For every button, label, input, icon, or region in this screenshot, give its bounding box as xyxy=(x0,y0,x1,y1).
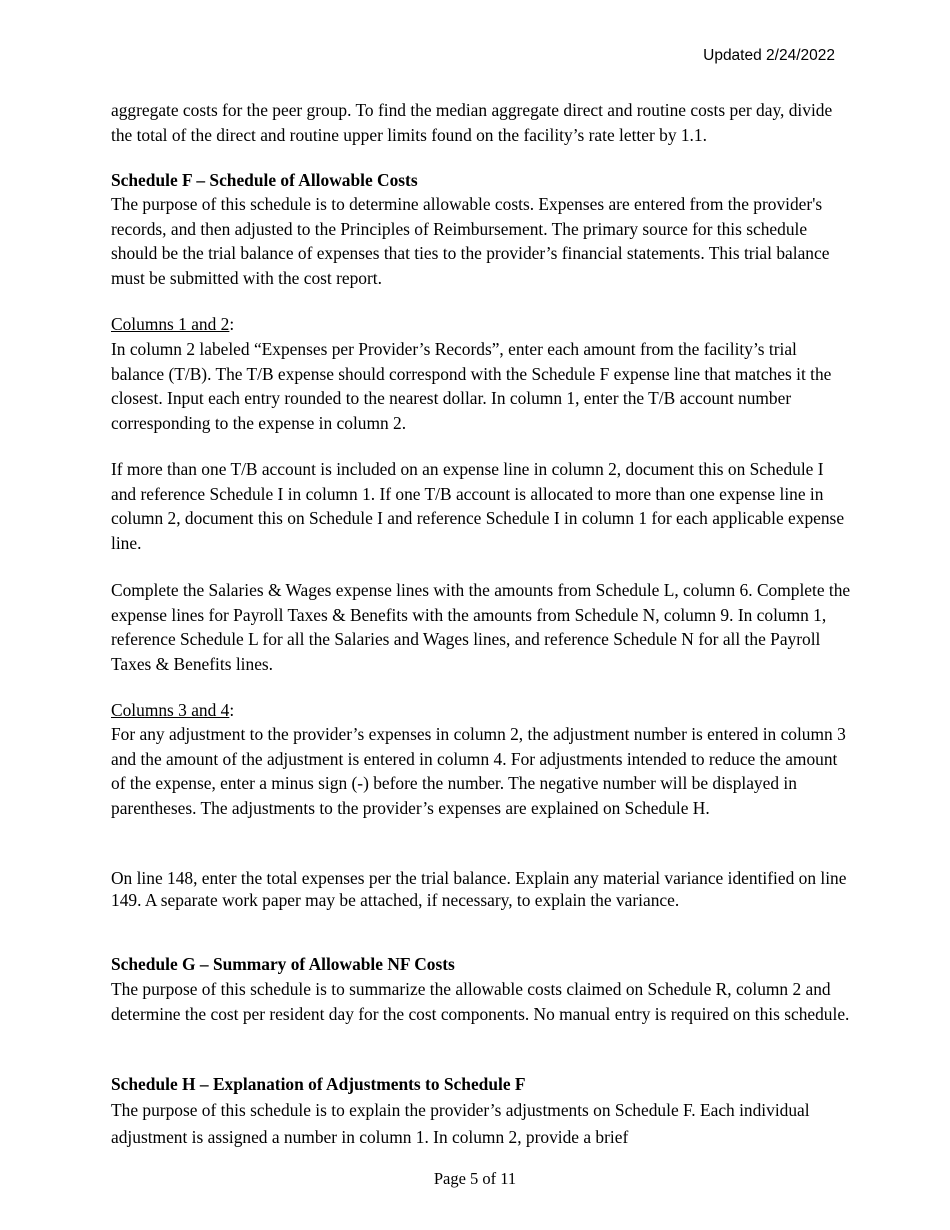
schedule-f-purpose: The purpose of this schedule is to determine allowable costs. Expenses are entered from the provider's records, and then adjusted to the Principles of Reimbursement. The primary source for this schedule should be the trial balance of expenses that ties to the provider’s financial statements. This trial balance must be submitted with the cost report. xyxy=(111,194,830,289)
columns-1-2-label: Columns 1 and 2 xyxy=(111,314,230,334)
columns-1-2-colon: : xyxy=(229,314,235,334)
page-number: Page 5 of 11 xyxy=(433,1169,517,1188)
columns-3-4-paragraph: For any adjustment to the provider’s expenses in column 2, the adjustment number is entered in column 3 and the amount of the adjustment is entered in column 4. For adjustments intended to reduce the amount of the expense, enter a minus sign (-) before the number. The negative number will be displayed in parentheses. The adjustments to the provider’s expenses are explained on Schedule H. xyxy=(111,724,846,819)
schedule-g-heading: Schedule G – Summary of Allowable NF Costs xyxy=(111,954,455,974)
schedule-f-heading: Schedule F – Schedule of Allowable Costs xyxy=(111,170,418,190)
columns-1-2-heading xyxy=(111,314,234,335)
salaries-paragraph: Complete the Salaries & Wages expense lines with the amounts from Schedule L, column 6. Complete the expense lines for Payroll Taxes & Benefits with the amounts from Schedule N, column 9. In column 1, reference Schedule L for all the Salaries and Wages lines, and reference Schedule N for all the Payroll Taxes & Benefits lines. xyxy=(111,580,851,675)
columns-1-2-paragraph: In column 2 labeled “Expenses per Provider’s Records”, enter each amount from the facility’s trial balance (T/B). The T/B expense should correspond with the Schedule F expense line that matches it the closest. Input each entry rounded to the nearest dollar. In column 1, enter the T/B account number corresponding to the expense in column 2. xyxy=(111,339,832,434)
intro-paragraph: aggregate costs for the peer group. To find the median aggregate direct and routine costs per day, divide the total of the direct and routine upper limits found on the facility’s rate letter by 1.1. xyxy=(111,100,833,145)
columns-3-4-colon: : xyxy=(229,700,235,720)
line-148-paragraph: On line 148, enter the total expenses per the trial balance. Explain any material variance identified on line 149. A separate work paper may be attached, if necessary, to explain the variance. xyxy=(111,868,847,910)
schedule-h-heading: Schedule H – Explanation of Adjustments to Schedule F xyxy=(111,1074,526,1094)
updated-date: Updated 2/24/2022 xyxy=(703,47,835,64)
multiple-tb-paragraph: If more than one T/B account is included on an expense line in column 2, document this on Schedule I and reference Schedule I in column 1. If one T/B account is allocated to more than one expense line in column 2, document this on Schedule I and reference Schedule I in column 1 for each applicable expense line. xyxy=(111,459,845,554)
columns-3-4-heading xyxy=(111,700,234,721)
schedule-h-purpose: The purpose of this schedule is to explain the provider’s adjustments on Schedule F. Each individual adjustment is assigned a number in column 1. In column 2, provide a brief xyxy=(111,1100,810,1147)
columns-3-4-label: Columns 3 and 4 xyxy=(111,700,230,720)
schedule-g-purpose: The purpose of this schedule is to summarize the allowable costs claimed on Schedule R, column 2 and determine the cost per resident day for the cost components. No manual entry is required on this schedule. xyxy=(111,979,850,1024)
